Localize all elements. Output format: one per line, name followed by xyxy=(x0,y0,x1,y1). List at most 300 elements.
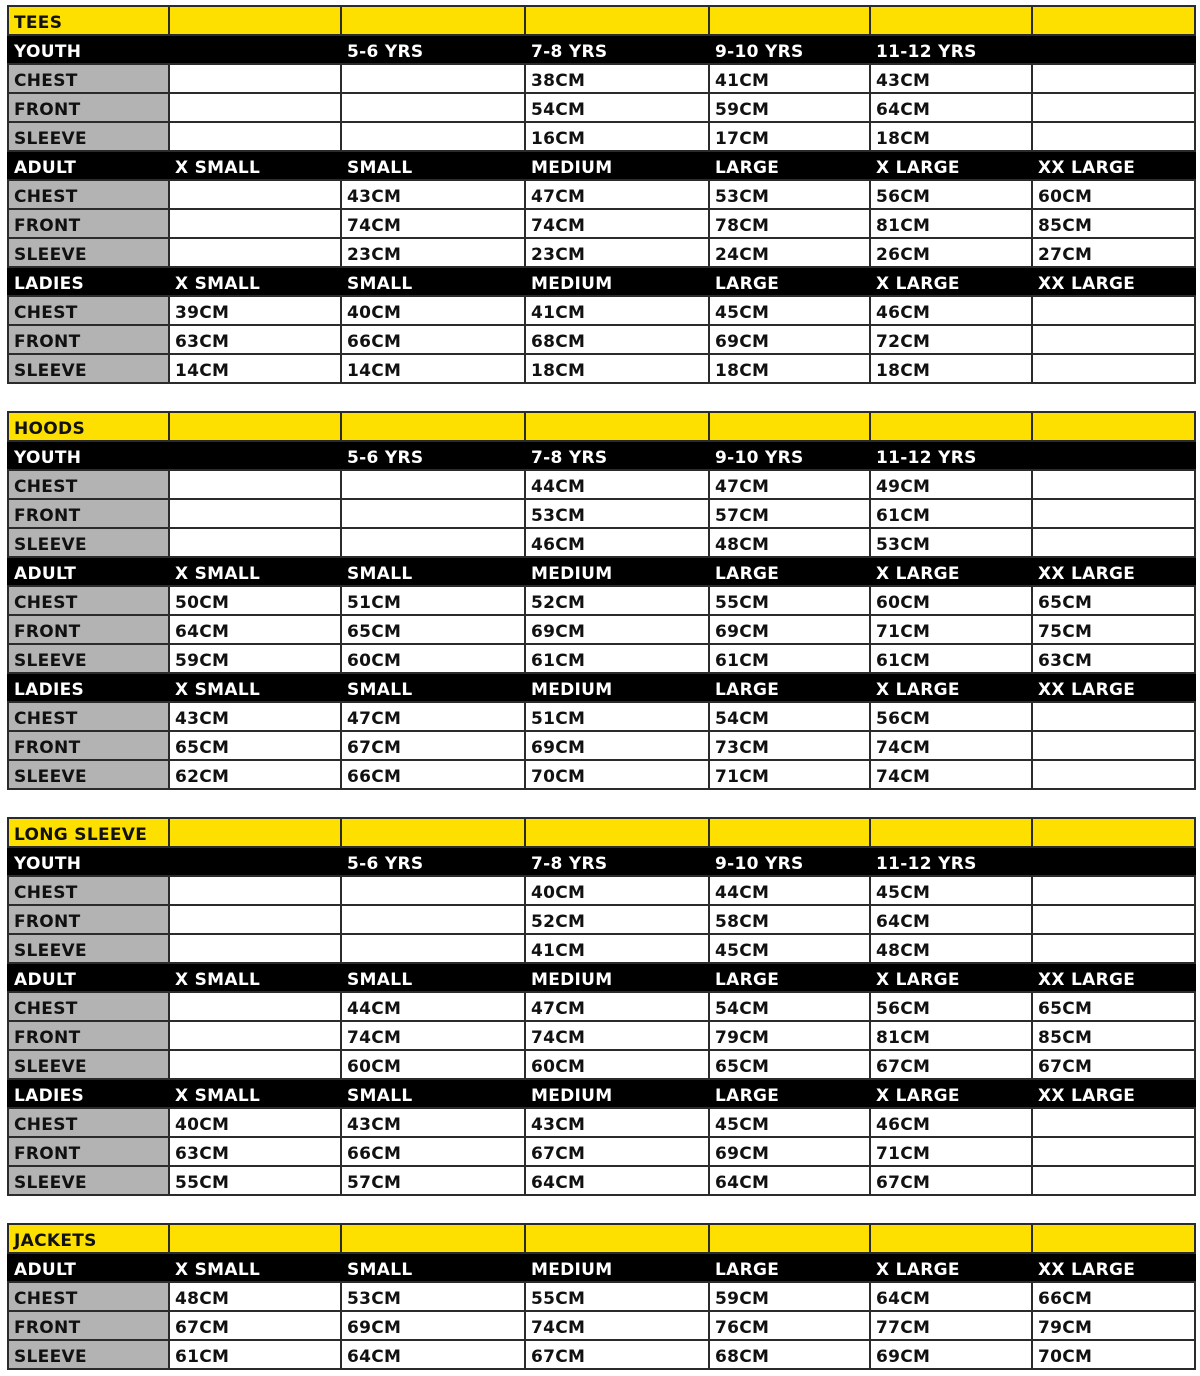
measurement-label: CHEST xyxy=(8,586,169,615)
measurement-value xyxy=(1032,528,1195,557)
measurement-value: 54CM xyxy=(525,93,709,122)
size-header: X SMALL xyxy=(169,151,341,180)
measurement-value xyxy=(169,209,341,238)
title-filler-cell xyxy=(709,1224,870,1253)
measurement-value xyxy=(1032,499,1195,528)
measurement-label: CHEST xyxy=(8,1108,169,1137)
size-header: XX LARGE xyxy=(1032,267,1195,296)
table-title-row xyxy=(8,412,1195,441)
size-header xyxy=(1032,847,1195,876)
table-title: LONG SLEEVE xyxy=(8,818,169,847)
title-filler-cell xyxy=(341,412,525,441)
measurement-value: 67CM xyxy=(341,731,525,760)
measurement-label: FRONT xyxy=(8,93,169,122)
title-filler-cell xyxy=(341,1224,525,1253)
table-row xyxy=(8,731,1195,760)
table-row xyxy=(8,209,1195,238)
group-label: ADULT xyxy=(8,963,169,992)
measurement-value xyxy=(1032,325,1195,354)
measurement-value: 17CM xyxy=(709,122,870,151)
measurement-value: 43CM xyxy=(341,180,525,209)
measurement-value: 45CM xyxy=(709,1108,870,1137)
measurement-value: 69CM xyxy=(709,325,870,354)
size-header: LARGE xyxy=(709,557,870,586)
group-label: LADIES xyxy=(8,267,169,296)
table-row xyxy=(8,296,1195,325)
measurement-value: 47CM xyxy=(525,992,709,1021)
measurement-value: 46CM xyxy=(525,528,709,557)
measurement-value xyxy=(1032,470,1195,499)
size-header: 7-8 YRS xyxy=(525,35,709,64)
title-filler-cell xyxy=(709,6,870,35)
size-header: MEDIUM xyxy=(525,963,709,992)
measurement-value: 69CM xyxy=(341,1311,525,1340)
measurement-value xyxy=(341,64,525,93)
size-header xyxy=(169,35,341,64)
measurement-value xyxy=(1032,905,1195,934)
measurement-value: 81CM xyxy=(870,209,1032,238)
measurement-label: CHEST xyxy=(8,702,169,731)
measurement-value: 39CM xyxy=(169,296,341,325)
group-header-row xyxy=(8,847,1195,876)
measurement-value xyxy=(1032,1137,1195,1166)
measurement-value xyxy=(341,470,525,499)
size-header: LARGE xyxy=(709,673,870,702)
measurement-value: 69CM xyxy=(709,1137,870,1166)
size-header: MEDIUM xyxy=(525,673,709,702)
measurement-value: 43CM xyxy=(341,1108,525,1137)
size-header: XX LARGE xyxy=(1032,151,1195,180)
measurement-value: 41CM xyxy=(709,64,870,93)
measurement-value xyxy=(1032,93,1195,122)
measurement-value: 74CM xyxy=(341,209,525,238)
measurement-value: 74CM xyxy=(870,731,1032,760)
measurement-label: SLEEVE xyxy=(8,760,169,789)
size-header: LARGE xyxy=(709,151,870,180)
group-header-row xyxy=(8,963,1195,992)
group-header-row xyxy=(8,267,1195,296)
measurement-value: 68CM xyxy=(709,1340,870,1369)
table-row xyxy=(8,528,1195,557)
measurement-value xyxy=(1032,64,1195,93)
measurement-value: 16CM xyxy=(525,122,709,151)
measurement-value: 76CM xyxy=(709,1311,870,1340)
measurement-value: 40CM xyxy=(525,876,709,905)
measurement-value: 64CM xyxy=(870,1282,1032,1311)
measurement-value: 63CM xyxy=(169,1137,341,1166)
size-header: 9-10 YRS xyxy=(709,35,870,64)
measurement-value: 64CM xyxy=(525,1166,709,1195)
measurement-value: 67CM xyxy=(169,1311,341,1340)
measurement-value: 79CM xyxy=(1032,1311,1195,1340)
measurement-label: FRONT xyxy=(8,731,169,760)
title-filler-cell xyxy=(1032,818,1195,847)
size-header: XX LARGE xyxy=(1032,963,1195,992)
measurement-value: 55CM xyxy=(709,586,870,615)
measurement-value: 74CM xyxy=(341,1021,525,1050)
measurement-label: SLEEVE xyxy=(8,1340,169,1369)
measurement-value xyxy=(169,905,341,934)
measurement-value xyxy=(169,122,341,151)
measurement-label: CHEST xyxy=(8,470,169,499)
measurement-value: 65CM xyxy=(341,615,525,644)
size-header: X LARGE xyxy=(870,151,1032,180)
size-header: X LARGE xyxy=(870,673,1032,702)
measurement-value: 71CM xyxy=(870,1137,1032,1166)
title-filler-cell xyxy=(341,818,525,847)
measurement-value xyxy=(169,876,341,905)
size-header xyxy=(1032,441,1195,470)
measurement-value: 60CM xyxy=(870,586,1032,615)
group-label: YOUTH xyxy=(8,35,169,64)
measurement-value: 50CM xyxy=(169,586,341,615)
size-header: 9-10 YRS xyxy=(709,441,870,470)
group-label: LADIES xyxy=(8,673,169,702)
measurement-value: 59CM xyxy=(169,644,341,673)
size-header: SMALL xyxy=(341,557,525,586)
size-header: MEDIUM xyxy=(525,1079,709,1108)
table-row xyxy=(8,64,1195,93)
size-header: X SMALL xyxy=(169,1079,341,1108)
size-header: X LARGE xyxy=(870,267,1032,296)
measurement-value: 65CM xyxy=(709,1050,870,1079)
measurement-label: CHEST xyxy=(8,180,169,209)
measurement-value xyxy=(1032,296,1195,325)
measurement-value: 81CM xyxy=(870,1021,1032,1050)
measurement-value xyxy=(169,93,341,122)
measurement-value: 66CM xyxy=(341,760,525,789)
measurement-label: SLEEVE xyxy=(8,354,169,383)
measurement-value: 74CM xyxy=(525,1021,709,1050)
title-filler-cell xyxy=(1032,6,1195,35)
measurement-value: 18CM xyxy=(709,354,870,383)
size-header: X SMALL xyxy=(169,267,341,296)
measurement-value: 75CM xyxy=(1032,615,1195,644)
group-header-row xyxy=(8,673,1195,702)
measurement-value xyxy=(1032,122,1195,151)
measurement-value xyxy=(341,93,525,122)
measurement-label: SLEEVE xyxy=(8,934,169,963)
measurement-value: 69CM xyxy=(525,731,709,760)
measurement-value: 44CM xyxy=(709,876,870,905)
measurement-value: 53CM xyxy=(341,1282,525,1311)
table-row xyxy=(8,325,1195,354)
title-filler-cell xyxy=(870,1224,1032,1253)
measurement-value: 67CM xyxy=(870,1050,1032,1079)
size-header: SMALL xyxy=(341,963,525,992)
measurement-value xyxy=(1032,876,1195,905)
measurement-value: 57CM xyxy=(341,1166,525,1195)
size-header: XX LARGE xyxy=(1032,673,1195,702)
table-row xyxy=(8,644,1195,673)
measurement-value: 67CM xyxy=(525,1340,709,1369)
measurement-value: 61CM xyxy=(870,644,1032,673)
measurement-value: 74CM xyxy=(525,209,709,238)
measurement-value: 43CM xyxy=(169,702,341,731)
measurement-value: 60CM xyxy=(341,644,525,673)
measurement-value: 72CM xyxy=(870,325,1032,354)
measurement-value: 59CM xyxy=(709,93,870,122)
size-header: SMALL xyxy=(341,267,525,296)
measurement-value: 18CM xyxy=(870,354,1032,383)
measurement-value: 24CM xyxy=(709,238,870,267)
table-row xyxy=(8,122,1195,151)
measurement-value: 64CM xyxy=(870,93,1032,122)
measurement-value: 55CM xyxy=(525,1282,709,1311)
measurement-value xyxy=(1032,1108,1195,1137)
measurement-value: 70CM xyxy=(1032,1340,1195,1369)
size-header: 7-8 YRS xyxy=(525,847,709,876)
measurement-label: CHEST xyxy=(8,64,169,93)
group-label: ADULT xyxy=(8,151,169,180)
measurement-value xyxy=(1032,1166,1195,1195)
measurement-label: SLEEVE xyxy=(8,122,169,151)
group-label: YOUTH xyxy=(8,847,169,876)
measurement-value: 61CM xyxy=(525,644,709,673)
measurement-value: 60CM xyxy=(525,1050,709,1079)
measurement-value: 65CM xyxy=(1032,586,1195,615)
measurement-label: CHEST xyxy=(8,992,169,1021)
size-header: 11-12 YRS xyxy=(870,35,1032,64)
title-filler-cell xyxy=(870,6,1032,35)
title-filler-cell xyxy=(709,412,870,441)
measurement-value: 78CM xyxy=(709,209,870,238)
table-title-row xyxy=(8,1224,1195,1253)
measurement-value xyxy=(169,180,341,209)
title-filler-cell xyxy=(169,412,341,441)
measurement-value: 69CM xyxy=(870,1340,1032,1369)
size-header: X LARGE xyxy=(870,1079,1032,1108)
size-header: 5-6 YRS xyxy=(341,847,525,876)
title-filler-cell xyxy=(709,818,870,847)
measurement-value: 48CM xyxy=(169,1282,341,1311)
table-row xyxy=(8,1340,1195,1369)
size-header: LARGE xyxy=(709,963,870,992)
size-header xyxy=(169,441,341,470)
title-filler-cell xyxy=(870,412,1032,441)
title-filler-cell xyxy=(525,1224,709,1253)
table-title-row xyxy=(8,818,1195,847)
measurement-value: 60CM xyxy=(1032,180,1195,209)
measurement-value: 54CM xyxy=(709,702,870,731)
measurement-value xyxy=(341,934,525,963)
table-title: TEES xyxy=(8,6,169,35)
size-table-tees xyxy=(7,5,1196,384)
size-header: 9-10 YRS xyxy=(709,847,870,876)
measurement-value: 56CM xyxy=(870,702,1032,731)
measurement-value: 67CM xyxy=(870,1166,1032,1195)
measurement-label: SLEEVE xyxy=(8,644,169,673)
measurement-value: 38CM xyxy=(525,64,709,93)
measurement-value: 67CM xyxy=(1032,1050,1195,1079)
measurement-label: SLEEVE xyxy=(8,1166,169,1195)
size-header: X LARGE xyxy=(870,557,1032,586)
measurement-value: 58CM xyxy=(709,905,870,934)
measurement-value xyxy=(1032,934,1195,963)
measurement-value: 48CM xyxy=(870,934,1032,963)
size-header: SMALL xyxy=(341,673,525,702)
group-label: ADULT xyxy=(8,557,169,586)
measurement-value: 23CM xyxy=(341,238,525,267)
measurement-value: 51CM xyxy=(341,586,525,615)
measurement-value: 45CM xyxy=(870,876,1032,905)
measurement-value: 45CM xyxy=(709,296,870,325)
size-header: LARGE xyxy=(709,1079,870,1108)
measurement-value: 64CM xyxy=(341,1340,525,1369)
measurement-value xyxy=(169,528,341,557)
measurement-value: 61CM xyxy=(169,1340,341,1369)
measurement-value xyxy=(1032,760,1195,789)
measurement-label: CHEST xyxy=(8,876,169,905)
size-header: X LARGE xyxy=(870,1253,1032,1282)
table-row xyxy=(8,238,1195,267)
measurement-label: FRONT xyxy=(8,325,169,354)
measurement-value xyxy=(341,876,525,905)
size-header: LARGE xyxy=(709,267,870,296)
measurement-value: 44CM xyxy=(341,992,525,1021)
table-row xyxy=(8,354,1195,383)
table-row xyxy=(8,499,1195,528)
size-table-long-sleeve xyxy=(7,817,1196,1196)
measurement-label: FRONT xyxy=(8,615,169,644)
measurement-value xyxy=(169,1050,341,1079)
table-row xyxy=(8,1137,1195,1166)
title-filler-cell xyxy=(870,818,1032,847)
measurement-value xyxy=(169,499,341,528)
measurement-value: 63CM xyxy=(169,325,341,354)
group-label: LADIES xyxy=(8,1079,169,1108)
measurement-value: 74CM xyxy=(870,760,1032,789)
measurement-value: 66CM xyxy=(341,325,525,354)
title-filler-cell xyxy=(1032,1224,1195,1253)
group-header-row xyxy=(8,1079,1195,1108)
measurement-value: 56CM xyxy=(870,180,1032,209)
measurement-value: 46CM xyxy=(870,1108,1032,1137)
measurement-value: 63CM xyxy=(1032,644,1195,673)
size-header: 7-8 YRS xyxy=(525,441,709,470)
measurement-value: 48CM xyxy=(709,528,870,557)
group-header-row xyxy=(8,35,1195,64)
measurement-value: 66CM xyxy=(341,1137,525,1166)
measurement-value: 56CM xyxy=(870,992,1032,1021)
group-header-row xyxy=(8,1253,1195,1282)
measurement-value: 52CM xyxy=(525,905,709,934)
measurement-value: 64CM xyxy=(169,615,341,644)
size-header: SMALL xyxy=(341,1079,525,1108)
title-filler-cell xyxy=(525,818,709,847)
size-header: MEDIUM xyxy=(525,1253,709,1282)
table-row xyxy=(8,1166,1195,1195)
table-title: JACKETS xyxy=(8,1224,169,1253)
measurement-value: 53CM xyxy=(870,528,1032,557)
measurement-value: 70CM xyxy=(525,760,709,789)
size-header: X SMALL xyxy=(169,1253,341,1282)
measurement-value: 57CM xyxy=(709,499,870,528)
measurement-value: 18CM xyxy=(870,122,1032,151)
size-header: 11-12 YRS xyxy=(870,847,1032,876)
size-header: X LARGE xyxy=(870,963,1032,992)
measurement-value: 74CM xyxy=(525,1311,709,1340)
measurement-value xyxy=(1032,354,1195,383)
size-header: MEDIUM xyxy=(525,267,709,296)
measurement-value: 44CM xyxy=(525,470,709,499)
size-header xyxy=(1032,35,1195,64)
title-filler-cell xyxy=(525,412,709,441)
measurement-value: 65CM xyxy=(169,731,341,760)
measurement-label: SLEEVE xyxy=(8,1050,169,1079)
size-header: 5-6 YRS xyxy=(341,441,525,470)
measurement-value: 71CM xyxy=(709,760,870,789)
title-filler-cell xyxy=(525,6,709,35)
measurement-value: 71CM xyxy=(870,615,1032,644)
measurement-value: 26CM xyxy=(870,238,1032,267)
measurement-value: 65CM xyxy=(1032,992,1195,1021)
size-header xyxy=(169,847,341,876)
measurement-value xyxy=(169,64,341,93)
measurement-value: 47CM xyxy=(341,702,525,731)
group-header-row xyxy=(8,151,1195,180)
title-filler-cell xyxy=(169,818,341,847)
measurement-value: 69CM xyxy=(709,615,870,644)
size-header: X SMALL xyxy=(169,963,341,992)
measurement-label: FRONT xyxy=(8,1311,169,1340)
measurement-value: 61CM xyxy=(870,499,1032,528)
measurement-value: 66CM xyxy=(1032,1282,1195,1311)
measurement-label: FRONT xyxy=(8,905,169,934)
table-row xyxy=(8,1050,1195,1079)
table-row xyxy=(8,615,1195,644)
size-header: MEDIUM xyxy=(525,151,709,180)
measurement-value: 67CM xyxy=(525,1137,709,1166)
measurement-label: SLEEVE xyxy=(8,238,169,267)
table-row xyxy=(8,470,1195,499)
measurement-value xyxy=(169,934,341,963)
table-row xyxy=(8,586,1195,615)
measurement-value: 41CM xyxy=(525,296,709,325)
measurement-value: 64CM xyxy=(870,905,1032,934)
group-header-row xyxy=(8,557,1195,586)
measurement-value: 68CM xyxy=(525,325,709,354)
size-header: XX LARGE xyxy=(1032,557,1195,586)
measurement-value: 53CM xyxy=(525,499,709,528)
measurement-value xyxy=(169,470,341,499)
size-header: X SMALL xyxy=(169,673,341,702)
measurement-value: 79CM xyxy=(709,1021,870,1050)
measurement-value: 61CM xyxy=(709,644,870,673)
measurement-value xyxy=(341,905,525,934)
table-row xyxy=(8,1311,1195,1340)
measurement-value: 41CM xyxy=(525,934,709,963)
size-header: 5-6 YRS xyxy=(341,35,525,64)
size-table-hoods xyxy=(7,411,1196,790)
size-header: MEDIUM xyxy=(525,557,709,586)
measurement-value: 47CM xyxy=(525,180,709,209)
measurement-value xyxy=(169,1021,341,1050)
measurement-label: CHEST xyxy=(8,296,169,325)
measurement-value: 40CM xyxy=(341,296,525,325)
measurement-value xyxy=(1032,702,1195,731)
size-header: SMALL xyxy=(341,151,525,180)
measurement-value: 62CM xyxy=(169,760,341,789)
measurement-value xyxy=(169,238,341,267)
measurement-value: 14CM xyxy=(341,354,525,383)
group-label: ADULT xyxy=(8,1253,169,1282)
measurement-value: 85CM xyxy=(1032,1021,1195,1050)
measurement-value: 43CM xyxy=(525,1108,709,1137)
measurement-value: 18CM xyxy=(525,354,709,383)
measurement-value: 40CM xyxy=(169,1108,341,1137)
measurement-value: 47CM xyxy=(709,470,870,499)
